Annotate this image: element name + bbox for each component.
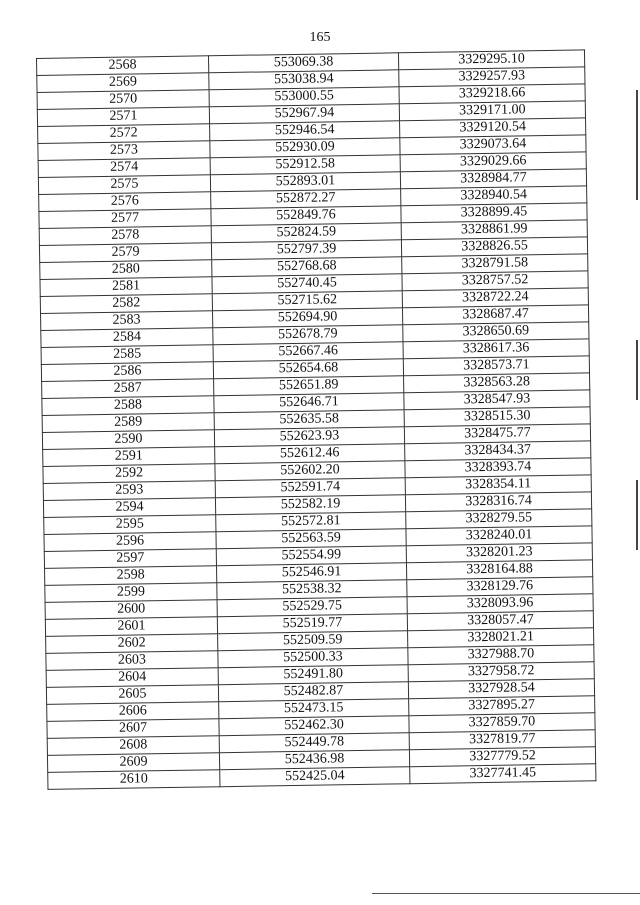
y-coordinate-cell: 3328791.58 <box>402 254 588 274</box>
y-coordinate-cell: 3328021.21 <box>408 628 594 648</box>
point-number-cell: 2610 <box>48 770 220 790</box>
y-coordinate-cell: 3328826.55 <box>401 237 587 257</box>
x-coordinate-cell: 553069.38 <box>208 53 398 73</box>
y-coordinate-cell: 3328354.11 <box>405 475 591 495</box>
y-coordinate-cell: 3328563.28 <box>404 373 590 393</box>
x-coordinate-cell: 552436.98 <box>219 750 409 770</box>
point-number-cell: 2591 <box>43 447 215 467</box>
x-coordinate-cell: 552623.93 <box>214 427 404 447</box>
x-coordinate-cell: 552425.04 <box>220 767 410 787</box>
y-coordinate-cell: 3328984.77 <box>400 169 586 189</box>
x-coordinate-cell: 552500.33 <box>218 648 408 668</box>
y-coordinate-cell: 3327779.52 <box>409 747 595 767</box>
y-coordinate-cell: 3328240.01 <box>406 526 592 546</box>
point-number-cell: 2600 <box>45 600 217 620</box>
x-coordinate-cell: 552930.09 <box>210 138 400 158</box>
y-coordinate-cell: 3328617.36 <box>403 339 589 359</box>
y-coordinate-cell: 3328573.71 <box>403 356 589 376</box>
point-number-cell: 2578 <box>39 226 211 246</box>
y-coordinate-cell: 3328547.93 <box>404 390 590 410</box>
y-coordinate-cell: 3328164.88 <box>406 560 592 580</box>
x-coordinate-cell: 552482.87 <box>218 682 408 702</box>
y-coordinate-cell: 3328129.76 <box>407 577 593 597</box>
x-coordinate-cell: 552715.62 <box>212 291 402 311</box>
point-number-cell: 2595 <box>44 515 216 535</box>
y-coordinate-cell: 3328899.45 <box>401 203 587 223</box>
y-coordinate-cell: 3328201.23 <box>406 543 592 563</box>
x-coordinate-cell: 552646.71 <box>214 393 404 413</box>
x-coordinate-cell: 552694.90 <box>212 308 402 328</box>
point-number-cell: 2592 <box>43 464 215 484</box>
point-number-cell: 2593 <box>43 481 215 501</box>
point-number-cell: 2590 <box>42 430 214 450</box>
x-coordinate-cell: 552462.30 <box>219 716 409 736</box>
y-coordinate-cell: 3327741.45 <box>410 764 596 784</box>
point-number-cell: 2574 <box>38 158 210 178</box>
x-coordinate-cell: 552635.58 <box>214 410 404 430</box>
y-coordinate-cell: 3329218.66 <box>399 84 585 104</box>
x-coordinate-cell: 552509.59 <box>218 631 408 651</box>
coordinate-table-container <box>36 49 595 790</box>
y-coordinate-cell: 3329120.54 <box>400 118 586 138</box>
point-number-cell: 2569 <box>37 73 209 93</box>
y-coordinate-cell: 3329029.66 <box>400 152 586 172</box>
scan-edge-mark <box>636 340 638 400</box>
x-coordinate-cell: 552893.01 <box>210 172 400 192</box>
point-number-cell: 2596 <box>44 532 216 552</box>
x-coordinate-cell: 552946.54 <box>210 121 400 141</box>
y-coordinate-cell: 3329073.64 <box>400 135 586 155</box>
x-coordinate-cell: 552740.45 <box>212 274 402 294</box>
point-number-cell: 2580 <box>40 260 212 280</box>
y-coordinate-cell: 3329171.00 <box>399 101 585 121</box>
scan-edge-mark <box>636 90 638 200</box>
x-coordinate-cell: 552591.74 <box>215 478 405 498</box>
point-number-cell: 2603 <box>46 651 218 671</box>
y-coordinate-cell: 3328434.37 <box>405 441 591 461</box>
x-coordinate-cell: 552651.89 <box>214 376 404 396</box>
point-number-cell: 2609 <box>47 753 219 773</box>
point-number-cell: 2588 <box>42 396 214 416</box>
y-coordinate-cell: 3328687.47 <box>402 305 588 325</box>
x-coordinate-cell: 552546.91 <box>216 563 406 583</box>
point-number-cell: 2599 <box>45 583 217 603</box>
scan-edge-mark <box>636 480 638 550</box>
point-number-cell: 2589 <box>42 413 214 433</box>
x-coordinate-cell: 553000.55 <box>209 87 399 107</box>
scan-bottom-rule <box>372 893 640 894</box>
y-coordinate-cell: 3327988.70 <box>408 645 594 665</box>
point-number-cell: 2602 <box>46 634 218 654</box>
y-coordinate-cell: 3328940.54 <box>401 186 587 206</box>
y-coordinate-cell: 3327928.54 <box>408 679 594 699</box>
y-coordinate-cell: 3328475.77 <box>404 424 590 444</box>
x-coordinate-cell: 552554.99 <box>216 546 406 566</box>
x-coordinate-cell: 552473.15 <box>219 699 409 719</box>
x-coordinate-cell: 553038.94 <box>209 70 399 90</box>
point-number-cell: 2587 <box>42 379 214 399</box>
y-coordinate-cell: 3328093.96 <box>407 594 593 614</box>
point-number-cell: 2582 <box>40 294 212 314</box>
x-coordinate-cell: 552519.77 <box>217 614 407 634</box>
x-coordinate-cell: 552768.68 <box>212 257 402 277</box>
y-coordinate-cell: 3328057.47 <box>407 611 593 631</box>
point-number-cell: 2573 <box>38 141 210 161</box>
point-number-cell: 2604 <box>46 668 218 688</box>
y-coordinate-cell: 3328393.74 <box>405 458 591 478</box>
point-number-cell: 2572 <box>38 124 210 144</box>
y-coordinate-cell: 3328757.52 <box>402 271 588 291</box>
point-number-cell: 2605 <box>46 685 218 705</box>
x-coordinate-cell: 552538.32 <box>217 580 407 600</box>
y-coordinate-cell: 3327819.77 <box>409 730 595 750</box>
point-number-cell: 2568 <box>37 56 209 76</box>
point-number-cell: 2608 <box>47 736 219 756</box>
point-number-cell: 2584 <box>41 328 213 348</box>
point-number-cell: 2581 <box>40 277 212 297</box>
y-coordinate-cell: 3327895.27 <box>409 696 595 716</box>
x-coordinate-cell: 552449.78 <box>219 733 409 753</box>
y-coordinate-cell: 3328722.24 <box>402 288 588 308</box>
y-coordinate-cell: 3327958.72 <box>408 662 594 682</box>
point-number-cell: 2606 <box>47 702 219 722</box>
point-number-cell: 2585 <box>41 345 213 365</box>
x-coordinate-cell: 552849.76 <box>211 206 401 226</box>
x-coordinate-cell: 552797.39 <box>211 240 401 260</box>
x-coordinate-cell: 552667.46 <box>213 342 403 362</box>
point-number-cell: 2570 <box>37 90 209 110</box>
x-coordinate-cell: 552678.79 <box>213 325 403 345</box>
x-coordinate-cell: 552872.27 <box>211 189 401 209</box>
x-coordinate-cell: 552967.94 <box>209 104 399 124</box>
y-coordinate-cell: 3328861.99 <box>401 220 587 240</box>
y-coordinate-cell: 3328515.30 <box>404 407 590 427</box>
coordinate-table-body <box>37 50 596 790</box>
x-coordinate-cell: 552602.20 <box>215 461 405 481</box>
y-coordinate-cell: 3328279.55 <box>406 509 592 529</box>
y-coordinate-cell: 3328316.74 <box>405 492 591 512</box>
point-number-cell: 2597 <box>44 549 216 569</box>
point-number-cell: 2594 <box>43 498 215 518</box>
y-coordinate-cell: 3329257.93 <box>399 67 585 87</box>
point-number-cell: 2576 <box>39 192 211 212</box>
point-number-cell: 2598 <box>45 566 217 586</box>
page-number: 165 <box>309 30 331 45</box>
point-number-cell: 2579 <box>39 243 211 263</box>
x-coordinate-cell: 552912.58 <box>210 155 400 175</box>
point-number-cell: 2607 <box>47 719 219 739</box>
x-coordinate-cell: 552491.80 <box>218 665 408 685</box>
x-coordinate-cell: 552582.19 <box>215 495 405 515</box>
x-coordinate-cell: 552529.75 <box>217 597 407 617</box>
x-coordinate-cell: 552572.81 <box>216 512 406 532</box>
y-coordinate-cell: 3327859.70 <box>409 713 595 733</box>
x-coordinate-cell: 552612.46 <box>215 444 405 464</box>
point-number-cell: 2601 <box>45 617 217 637</box>
point-number-cell: 2571 <box>37 107 209 127</box>
coordinate-table <box>36 49 596 790</box>
point-number-cell: 2586 <box>41 362 213 382</box>
y-coordinate-cell: 3328650.69 <box>403 322 589 342</box>
point-number-cell: 2575 <box>38 175 210 195</box>
x-coordinate-cell: 552654.68 <box>213 359 403 379</box>
y-coordinate-cell: 3329295.10 <box>398 50 584 70</box>
point-number-cell: 2583 <box>41 311 213 331</box>
x-coordinate-cell: 552824.59 <box>211 223 401 243</box>
point-number-cell: 2577 <box>39 209 211 229</box>
x-coordinate-cell: 552563.59 <box>216 529 406 549</box>
